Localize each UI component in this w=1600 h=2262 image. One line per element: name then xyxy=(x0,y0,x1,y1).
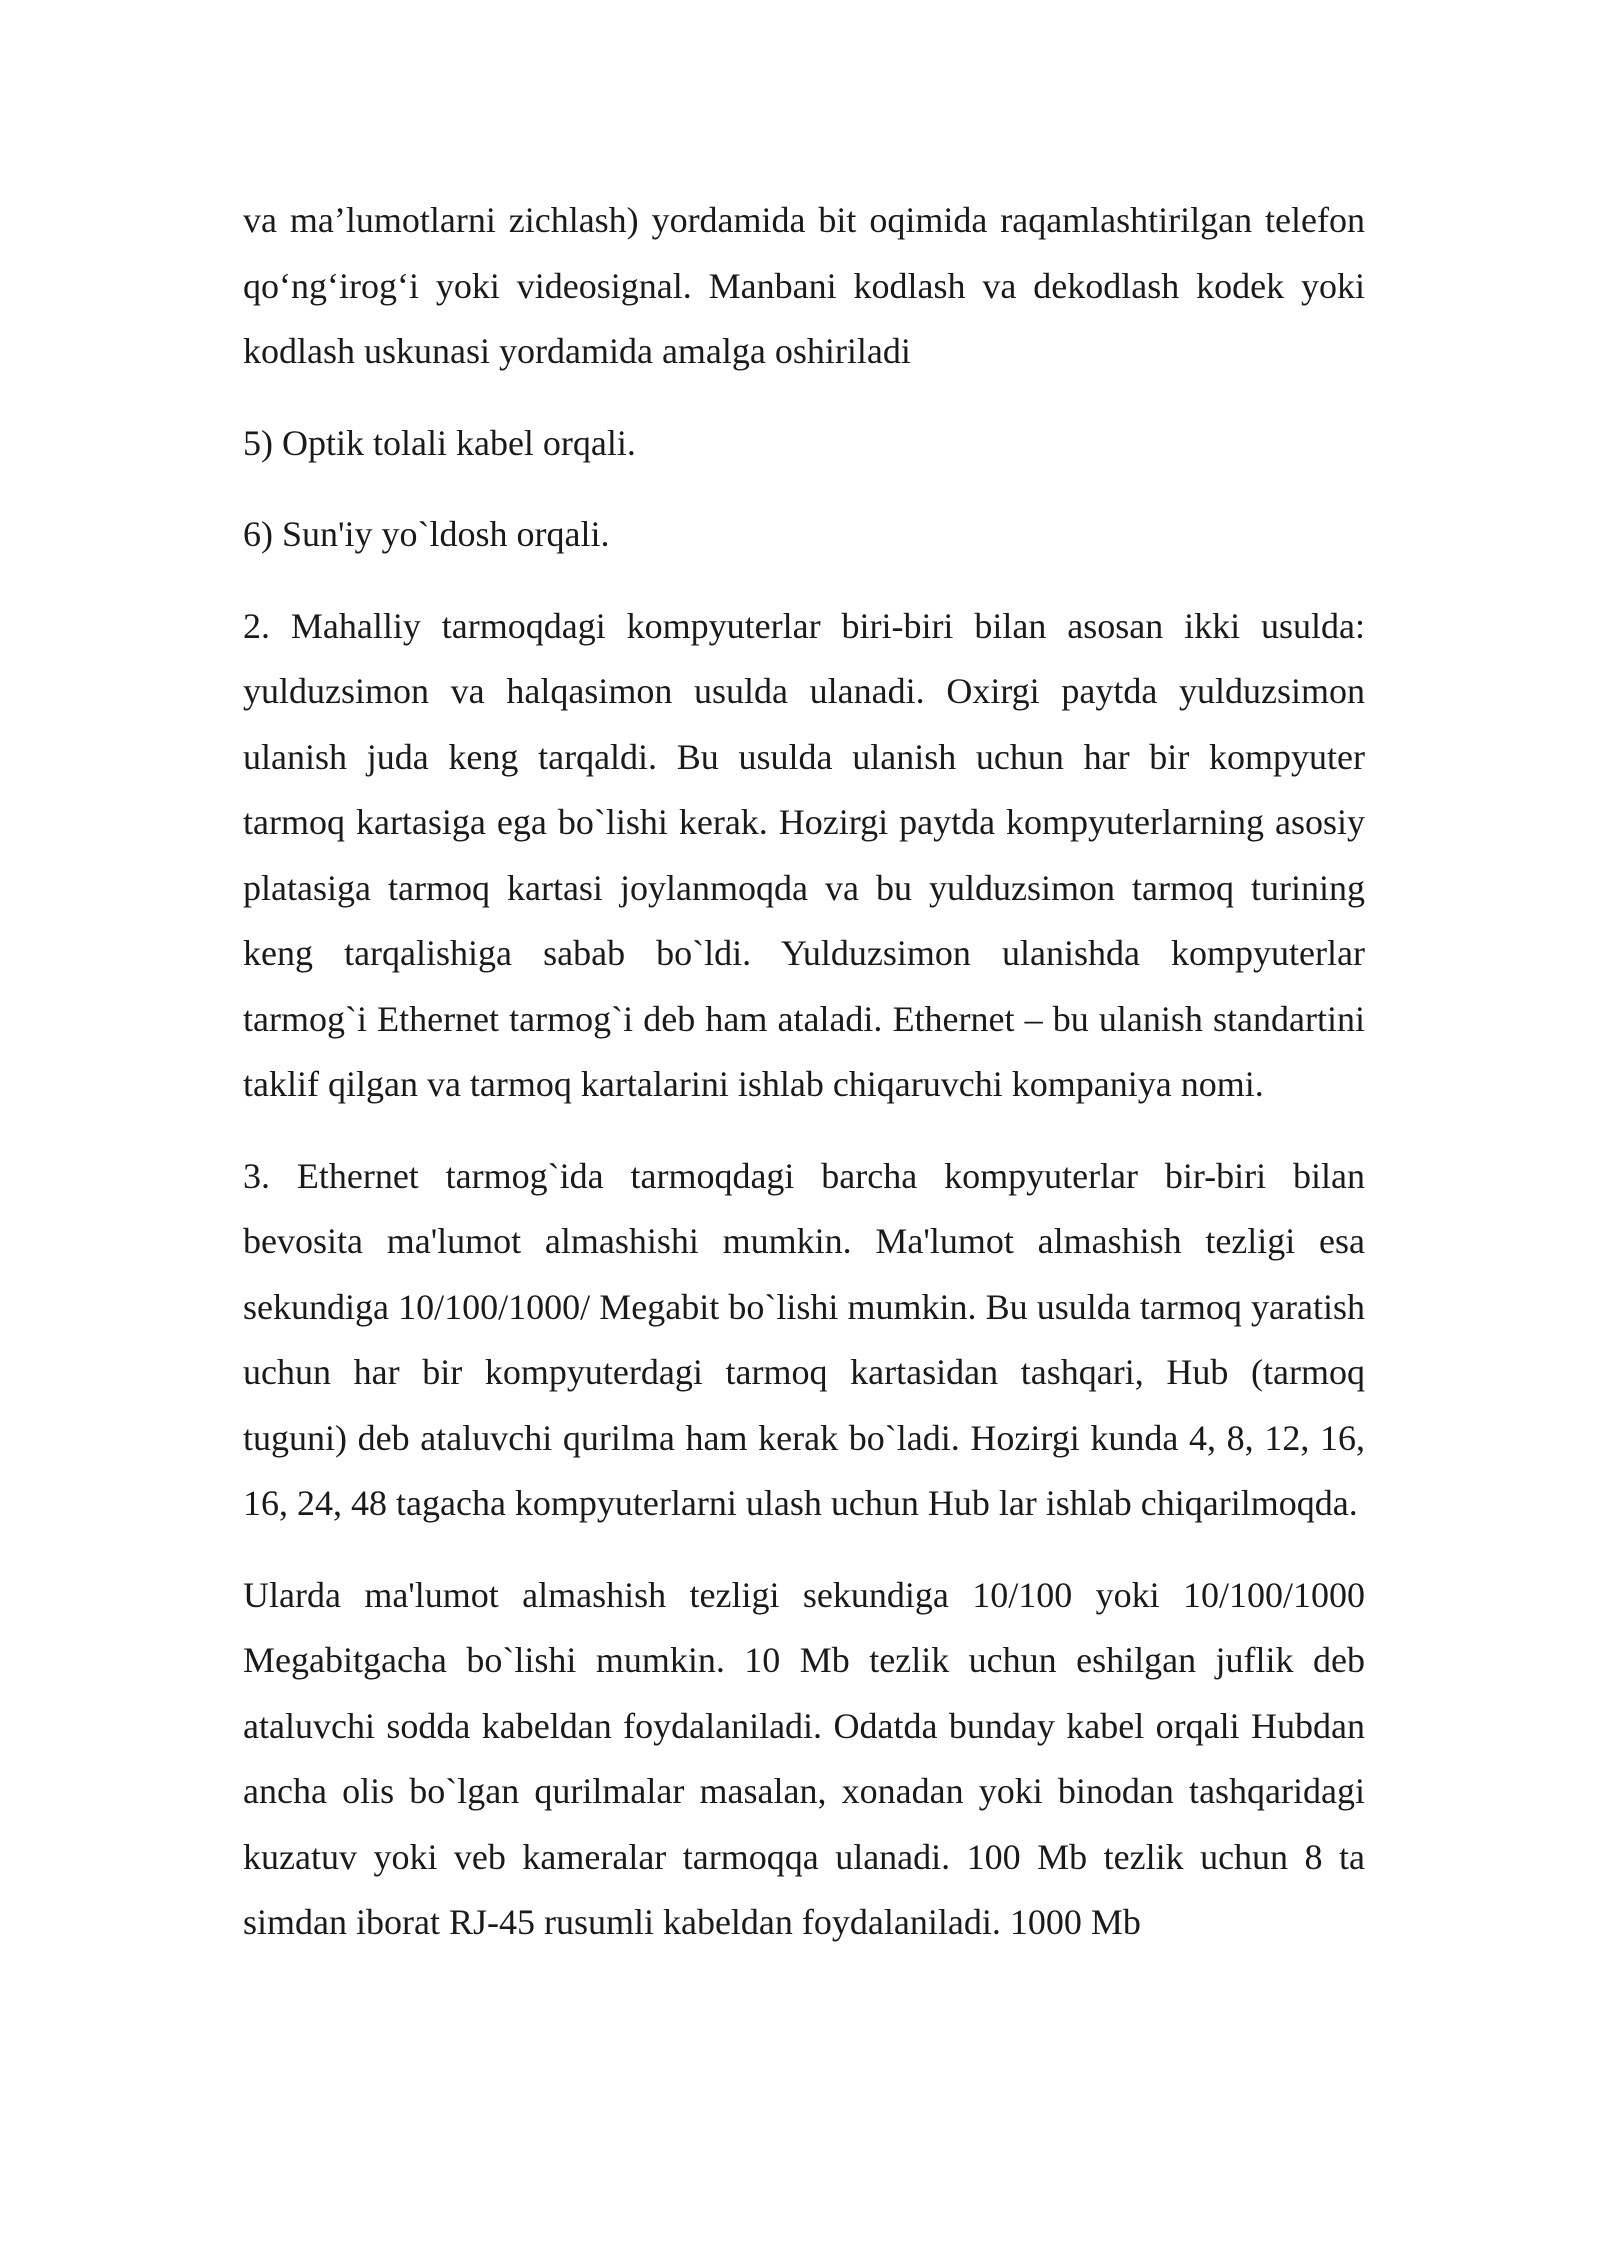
paragraph-3-ethernet: 3. Ethernet tarmog`ida tarmoqdagi barcha kompyuterlar bir-biri bilan bevosita ma'lumot almashishi mumkin. Ma'lumot almashish tezligi esa sekundiga 10/100/1000/ Megabit bo`lishi mumkin. Bu usulda tarmoq yaratish uchun har bir kompyuterdagi tarmoq kartasidan tashqari, Hub (tarmoq tuguni) deb ataluvchi qurilma ham kerak bo`ladi. Hozirgi kunda 4, 8, 12, 16, 16, 24, 48 tagacha kompyuterlarni ulash uchun Hub lar ishlab chiqarilmoqda. xyxy=(243,1155,1365,1523)
document-body xyxy=(243,188,1365,1982)
paragraph-speed: Ularda ma'lumot almashish tezligi sekundiga 10/100 yoki 10/100/1000 Megabitgacha bo`lishi mumkin. 10 Mb tezlik uchun eshilgan juflik deb ataluvchi sodda kabeldan foydalaniladi. Odatda bunday kabel orqali Hubdan ancha olis bo`lgan qurilmalar masalan, xonadan yoki binodan tashqaridagi kuzatuv yoki veb kameralar tarmoqqa ulanadi. 100 Mb tezlik uchun 8 ta simdan iborat RJ-45 rusumli kabeldan foydalaniladi. 1000 Mb xyxy=(243,1574,1365,1942)
list-item-5: 5) Optik tolali kabel orqali. xyxy=(243,422,636,463)
paragraph-2-local-network: 2. Mahalliy tarmoqdagi kompyuterlar biri-biri bilan asosan ikki usulda: yulduzsimon va halqasimon usulda ulanadi. Oxirgi paytda yulduzsimon ulanish juda keng tarqaldi. Bu usulda ulanish uchun har bir kompyuter tarmoq kartasiga ega bo`lishi kerak. Hozirgi paytda kompyuterlarning asosiy platasiga tarmoq kartasi joylanmoqda va bu yulduzsimon tarmoq turining keng tarqalishiga sabab bo`ldi. Yulduzsimon ulanishda kompyuterlar tarmog`i Ethernet tarmog`i deb ham ataladi. Ethernet – bu ulanish standartini taklif qilgan va tarmoq kartalarini ishlab chiqaruvchi kompaniya nomi. xyxy=(243,605,1365,1104)
list-item-6: 6) Sun'iy yo`ldosh orqali. xyxy=(243,514,610,554)
paragraph-continuation: va ma’lumotlarni zichlash) yordamida bit oqimida raqamlashtirilgan telefon qo‘ng‘irog‘i yoki videosignal. Manbani kodlash va dekodlash kodek yoki kodlash uskunasi yordamida amalga oshiriladi xyxy=(243,200,1365,371)
